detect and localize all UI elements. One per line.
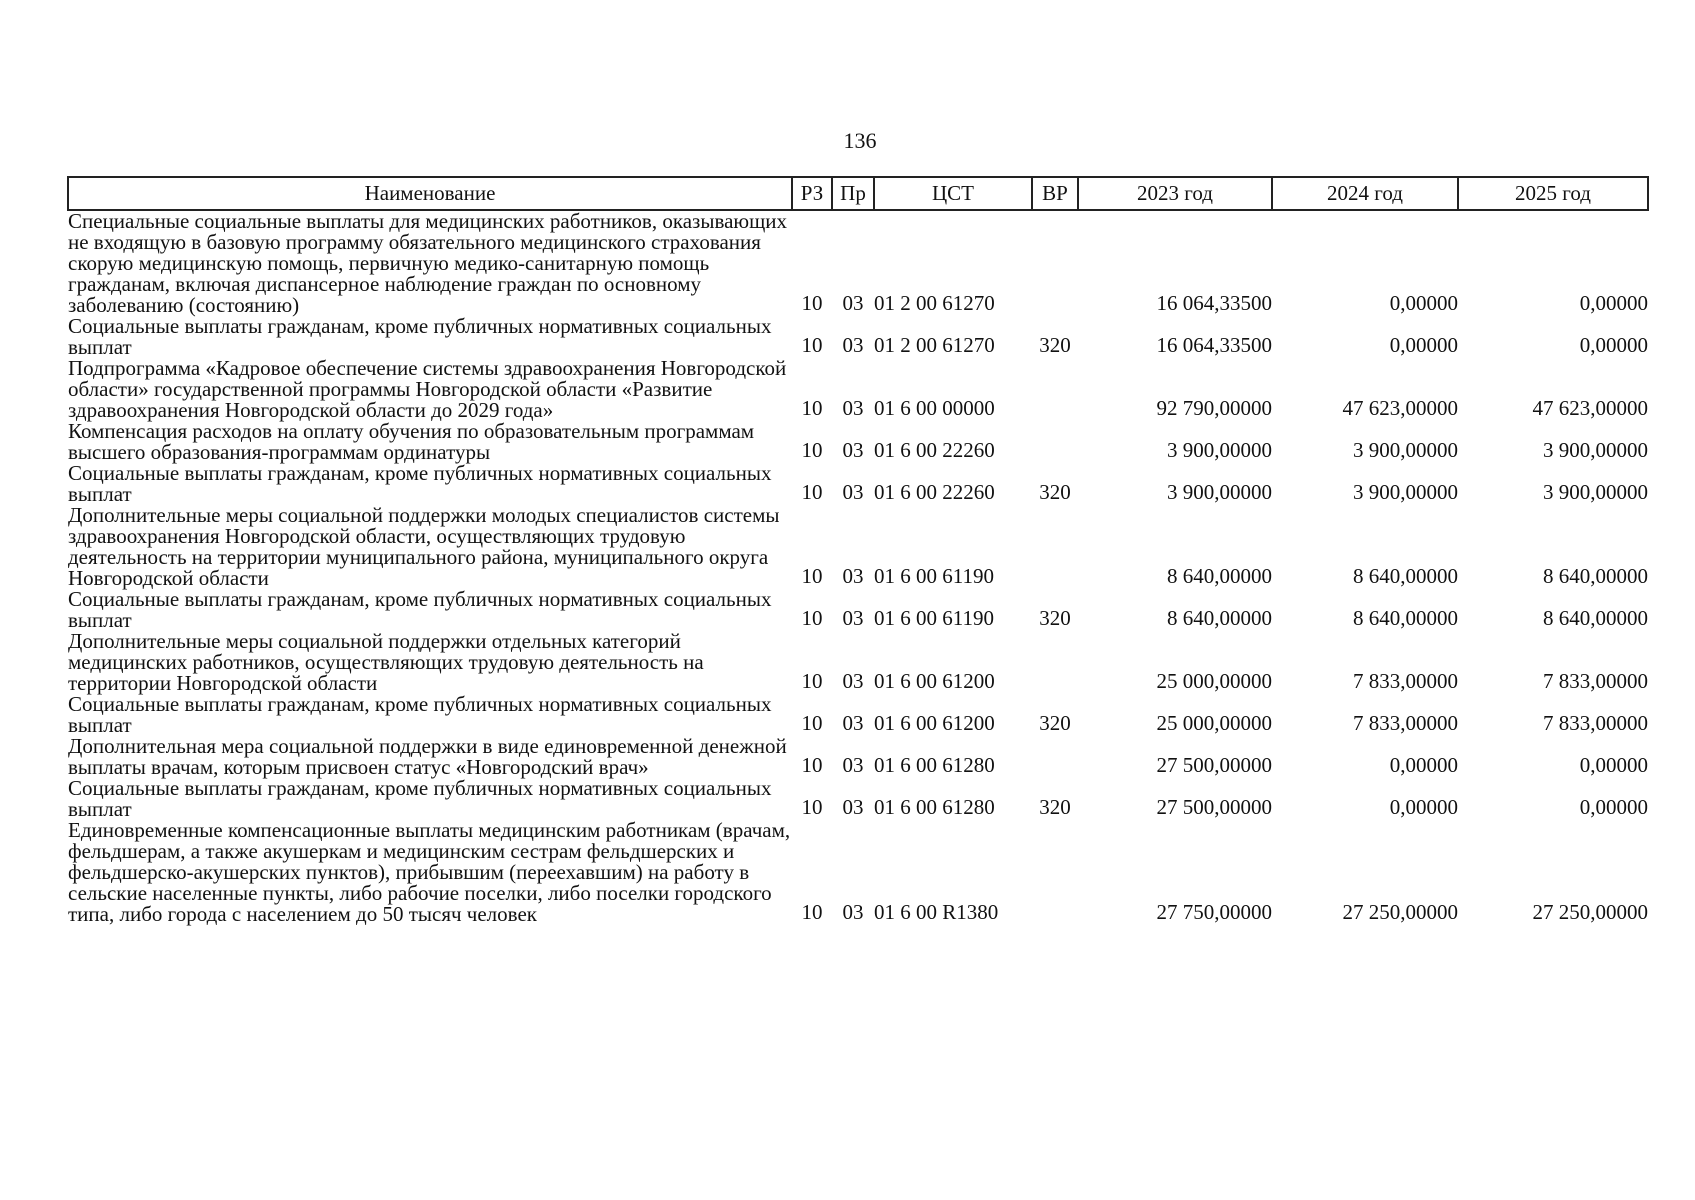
row-amount-2025: 8 640,00000 [1543,564,1648,588]
row-amount-2023: 25 000,00000 [1156,711,1272,735]
table-row [68,631,1648,694]
row-cst: 01 2 00 61270 [874,291,995,315]
row-amount-2023: 16 064,33500 [1156,333,1272,357]
row-pr: 03 [842,900,864,924]
row-rz: 10 [801,900,823,924]
page-number: 136 [843,128,877,153]
row-cst: 01 6 00 61190 [874,564,994,588]
row-amount-2025: 7 833,00000 [1543,711,1648,735]
row-amount-2023: 27 500,00000 [1156,753,1272,777]
row-vr: 320 [1039,795,1071,819]
row-amount-2025: 3 900,00000 [1543,480,1648,504]
row-amount-2024: 3 900,00000 [1353,438,1458,462]
row-amount-2025: 0,00000 [1579,795,1648,819]
row-rz: 10 [801,480,823,504]
row-amount-2024: 0,00000 [1389,753,1458,777]
row-rz: 10 [801,606,823,630]
row-rz: 10 [801,753,823,777]
row-amount-2023: 25 000,00000 [1156,669,1272,693]
header-2023: 2023 год [1078,177,1272,210]
row-amount-2024: 47 623,00000 [1342,396,1458,420]
row-name: Социальные выплаты гражданам, кроме публичных нормативных социальных выплат [68,461,772,506]
row-pr: 03 [842,333,864,357]
row-cst: 01 6 00 61200 [874,669,995,693]
row-amount-2025: 27 250,00000 [1532,900,1648,924]
row-amount-2025: 0,00000 [1579,753,1648,777]
row-amount-2023: 16 064,33500 [1156,291,1272,315]
row-cst: 01 6 00 61200 [874,711,995,735]
row-cst: 01 2 00 61270 [874,333,995,357]
row-pr: 03 [842,396,864,420]
row-vr: 320 [1039,480,1071,504]
row-vr [1032,210,1078,316]
row-name: Компенсация расходов на оплату обучения по образовательным программам высшего образования-программам ординатуры [68,419,755,464]
row-vr: 320 [1039,606,1071,630]
row-amount-2023: 27 500,00000 [1156,795,1272,819]
row-name: Единовременные компенсационные выплаты медицинским работникам (врачам, фельдшерам, а также акушеркам и медицинским сестрам фельдшерских и фельдшерско-акушерских пунктов), прибывшим (переехавшим) на работу в сельские населенные пункты, либо рабочие поселки, либо поселки городского типа, либо города с населением до 50 тысяч человек [68,818,791,926]
row-vr [1032,358,1078,421]
row-vr [1032,820,1078,925]
row-vr: 320 [1039,333,1071,357]
row-cst: 01 6 00 00000 [874,396,995,420]
row-cst: 01 6 00 R1380 [874,900,999,924]
row-vr [1032,631,1078,694]
row-amount-2023: 3 900,00000 [1167,438,1272,462]
row-amount-2024: 3 900,00000 [1353,480,1458,504]
row-pr: 03 [842,753,864,777]
row-rz: 10 [801,795,823,819]
table-row [68,589,1648,631]
row-rz: 10 [801,564,823,588]
row-pr: 03 [842,564,864,588]
row-amount-2024: 27 250,00000 [1342,900,1458,924]
row-name: Специальные социальные выплаты для медицинских работников, оказывающих не входящую в базовую программу обязательного медицинского страхования скорую медицинскую помощь, первичную медико-санитарную помощь гражданам, включая диспансерное наблюдение граждан по основному заболеванию (состоянию) [68,209,788,317]
row-pr: 03 [842,711,864,735]
row-vr: 320 [1039,711,1071,735]
header-cst: ЦСТ [874,177,1032,210]
row-amount-2024: 0,00000 [1389,795,1458,819]
row-amount-2023: 3 900,00000 [1167,480,1272,504]
row-rz: 10 [801,711,823,735]
table-header [68,177,1648,210]
row-name: Дополнительные меры социальной поддержки отдельных категорий медицинских работников, осуществляющих трудовую деятельность на территории Новгородской области [68,629,704,695]
row-amount-2023: 8 640,00000 [1167,564,1272,588]
table-row [68,358,1648,421]
table-row [68,820,1648,925]
row-amount-2024: 8 640,00000 [1353,606,1458,630]
table-row [68,463,1648,505]
table-row [68,210,1648,316]
row-cst: 01 6 00 61190 [874,606,994,630]
row-amount-2024: 8 640,00000 [1353,564,1458,588]
row-pr: 03 [842,795,864,819]
row-amount-2024: 0,00000 [1389,333,1458,357]
row-pr: 03 [842,480,864,504]
table-row [68,694,1648,736]
row-name: Дополнительные меры социальной поддержки молодых специалистов системы здравоохранения Новгородской области, осуществляющих трудовую деятельность на территории муниципального района, муниципального округа Новгородской области [68,503,780,590]
row-pr: 03 [842,669,864,693]
row-amount-2023: 92 790,00000 [1156,396,1272,420]
header-name: Наименование [68,177,792,210]
row-cst: 01 6 00 61280 [874,795,995,819]
row-rz: 10 [801,669,823,693]
row-vr [1032,505,1078,589]
row-vr [1032,736,1078,778]
row-amount-2025: 0,00000 [1579,333,1648,357]
row-rz: 10 [801,291,823,315]
row-amount-2025: 0,00000 [1579,291,1648,315]
row-vr [1032,421,1078,463]
table-row [68,316,1648,358]
row-cst: 01 6 00 22260 [874,480,995,504]
table-row [68,736,1648,778]
row-pr: 03 [842,606,864,630]
row-name: Подпрограмма «Кадровое обеспечение системы здравоохранения Новгородской области» государственной программы Новгородской области «Развитие здравоохранения Новгородской области до 2029 года» [68,356,787,422]
row-rz: 10 [801,396,823,420]
row-rz: 10 [801,333,823,357]
row-name: Социальные выплаты гражданам, кроме публичных нормативных социальных выплат [68,692,772,737]
table-body [68,210,1648,925]
row-amount-2023: 27 750,00000 [1156,900,1272,924]
row-amount-2025: 3 900,00000 [1543,438,1648,462]
row-amount-2024: 0,00000 [1389,291,1458,315]
row-amount-2025: 47 623,00000 [1532,396,1648,420]
header-pr: Пр [832,177,874,210]
row-pr: 03 [842,291,864,315]
header-2025: 2025 год [1458,177,1648,210]
table-row [68,505,1648,589]
row-amount-2023: 8 640,00000 [1167,606,1272,630]
budget-table [67,176,1649,925]
row-name: Социальные выплаты гражданам, кроме публичных нормативных социальных выплат [68,776,772,821]
row-pr: 03 [842,438,864,462]
header-rz: РЗ [792,177,832,210]
table-row [68,778,1648,820]
table-row [68,421,1648,463]
row-cst: 01 6 00 22260 [874,438,995,462]
row-amount-2024: 7 833,00000 [1353,711,1458,735]
row-amount-2024: 7 833,00000 [1353,669,1458,693]
row-name: Социальные выплаты гражданам, кроме публичных нормативных социальных выплат [68,314,772,359]
row-cst: 01 6 00 61280 [874,753,995,777]
header-vr: ВР [1032,177,1078,210]
row-name: Социальные выплаты гражданам, кроме публичных нормативных социальных выплат [68,587,772,632]
row-rz: 10 [801,438,823,462]
row-amount-2025: 7 833,00000 [1543,669,1648,693]
row-amount-2025: 8 640,00000 [1543,606,1648,630]
row-name: Дополнительная мера социальной поддержки в виде единовременной денежной выплаты врачам, которым присвоен статус «Новгородский врач» [68,734,787,779]
header-2024: 2024 год [1272,177,1458,210]
